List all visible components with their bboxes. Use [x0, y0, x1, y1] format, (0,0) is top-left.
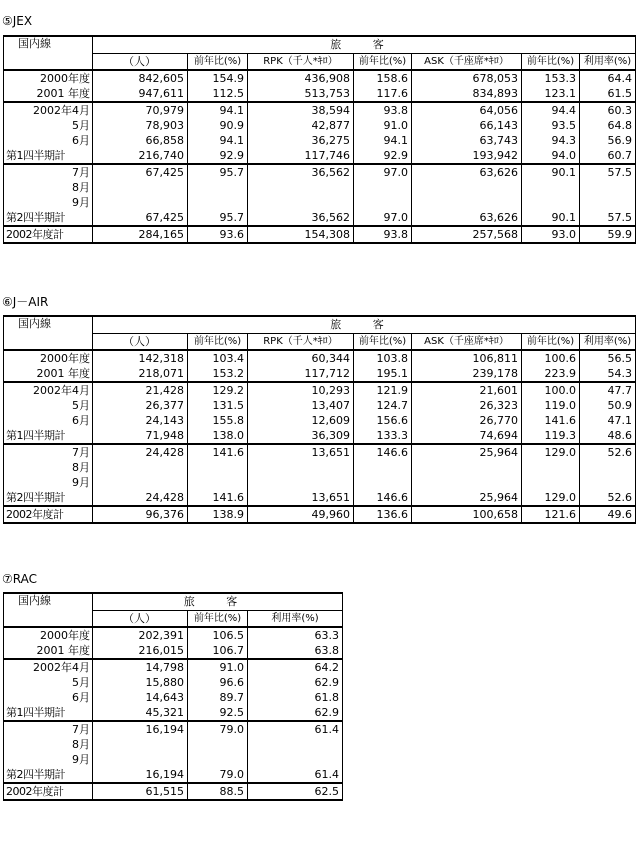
- table-cell: 36,562: [248, 210, 354, 226]
- table-row: [4, 382, 636, 398]
- table-cell: [188, 475, 248, 490]
- row-label: 2001 年度: [4, 86, 93, 102]
- table-cell: 119.0: [522, 398, 580, 413]
- table-cell: 24,143: [93, 413, 188, 428]
- table-cell: 91.0: [188, 659, 248, 675]
- table-cell: [522, 180, 580, 195]
- table-cell: 257,568: [412, 226, 522, 243]
- table-row: [4, 226, 636, 243]
- row-label: 2002年4月: [4, 659, 93, 675]
- column-header: （人）: [93, 54, 188, 71]
- table-row: [4, 705, 343, 721]
- table-row: [4, 366, 636, 382]
- table-cell: 74,694: [412, 428, 522, 444]
- row-label: 7月: [4, 444, 93, 460]
- table-cell: 216,015: [93, 643, 188, 659]
- table-cell: [354, 460, 412, 475]
- table-cell: 93.5: [522, 118, 580, 133]
- group-header: 旅 客: [93, 316, 636, 334]
- table-cell: [188, 737, 248, 752]
- table-cell: 62.9: [248, 705, 343, 721]
- row-label: 6月: [4, 133, 93, 148]
- table-row: [4, 70, 636, 86]
- table-row: [4, 398, 636, 413]
- table-cell: 61,515: [93, 783, 188, 800]
- table-cell: 60,344: [248, 350, 354, 366]
- column-header: 前年比(%): [522, 54, 580, 71]
- row-label: 2002年4月: [4, 102, 93, 118]
- table-cell: 138.9: [188, 506, 248, 523]
- row-label: 8月: [4, 460, 93, 475]
- table-cell: 21,601: [412, 382, 522, 398]
- table-cell: 21,428: [93, 382, 188, 398]
- table-cell: 119.3: [522, 428, 580, 444]
- row-label: 9月: [4, 475, 93, 490]
- table-cell: 93.6: [188, 226, 248, 243]
- table-cell: 678,053: [412, 70, 522, 86]
- table-cell: 61.4: [248, 767, 343, 783]
- table-cell: 94.3: [522, 133, 580, 148]
- table-cell: 513,753: [248, 86, 354, 102]
- table-cell: 63.3: [248, 627, 343, 643]
- table-cell: 103.4: [188, 350, 248, 366]
- table-cell: 131.5: [188, 398, 248, 413]
- table-cell: 24,428: [93, 444, 188, 460]
- table-cell: [93, 737, 188, 752]
- table-cell: [412, 180, 522, 195]
- table-cell: 95.7: [188, 164, 248, 180]
- table-cell: 129.2: [188, 382, 248, 398]
- table-cell: 117,712: [248, 366, 354, 382]
- table-cell: 90.1: [522, 210, 580, 226]
- table-cell: 124.7: [354, 398, 412, 413]
- table-cell: 64,056: [412, 102, 522, 118]
- table-row: [4, 210, 636, 226]
- table-cell: 141.6: [522, 413, 580, 428]
- table-cell: [248, 460, 354, 475]
- table-cell: 121.6: [522, 506, 580, 523]
- table-cell: 26,323: [412, 398, 522, 413]
- row-label: 第1四半期計: [4, 428, 93, 444]
- table-row: [4, 490, 636, 506]
- table-cell: 94.1: [188, 102, 248, 118]
- column-header: 前年比(%): [188, 54, 248, 71]
- table-cell: 141.6: [188, 490, 248, 506]
- column-header: ASK（千座席*ｷﾛ）: [412, 334, 522, 351]
- table-cell: 38,594: [248, 102, 354, 118]
- table-row: [4, 428, 636, 444]
- table-cell: [93, 475, 188, 490]
- table-cell: 49,960: [248, 506, 354, 523]
- row-label: 9月: [4, 195, 93, 210]
- table-cell: 834,893: [412, 86, 522, 102]
- table-cell: 14,798: [93, 659, 188, 675]
- column-header: （人）: [93, 334, 188, 351]
- table-cell: 94.0: [522, 148, 580, 164]
- table-cell: [580, 195, 636, 210]
- table-cell: 64.2: [248, 659, 343, 675]
- table-cell: 153.2: [188, 366, 248, 382]
- table-row: [4, 180, 636, 195]
- table-cell: 218,071: [93, 366, 188, 382]
- table-cell: 153.3: [522, 70, 580, 86]
- table-cell: [93, 752, 188, 767]
- table-row: [4, 102, 636, 118]
- row-label: 2000年度: [4, 350, 93, 366]
- table-cell: 60.7: [580, 148, 636, 164]
- table-row: [4, 118, 636, 133]
- table-cell: 66,858: [93, 133, 188, 148]
- table-cell: 89.7: [188, 690, 248, 705]
- table-cell: 93.0: [522, 226, 580, 243]
- table-cell: [412, 460, 522, 475]
- table-cell: 36,309: [248, 428, 354, 444]
- table-cell: [188, 180, 248, 195]
- jair-table: [3, 315, 636, 524]
- table-cell: 239,178: [412, 366, 522, 382]
- column-header: 利用率(%): [580, 54, 636, 71]
- table-cell: 133.3: [354, 428, 412, 444]
- table-cell: 155.8: [188, 413, 248, 428]
- table-cell: 106.7: [188, 643, 248, 659]
- table-cell: 142,318: [93, 350, 188, 366]
- table-cell: 216,740: [93, 148, 188, 164]
- table-cell: 112.5: [188, 86, 248, 102]
- table-row: [4, 413, 636, 428]
- table-cell: 61.8: [248, 690, 343, 705]
- column-header: 前年比(%): [354, 54, 412, 71]
- table-cell: 90.1: [522, 164, 580, 180]
- table-cell: 141.6: [188, 444, 248, 460]
- table-cell: 12,609: [248, 413, 354, 428]
- row-label: 2002年4月: [4, 382, 93, 398]
- table-cell: 67,425: [93, 164, 188, 180]
- table-cell: 63,743: [412, 133, 522, 148]
- table-cell: 100.0: [522, 382, 580, 398]
- table-cell: 14,643: [93, 690, 188, 705]
- column-header: RPK（千人*ｷﾛ）: [248, 54, 354, 71]
- table-cell: 42,877: [248, 118, 354, 133]
- group-header: 旅 客: [93, 36, 636, 54]
- table-cell: 45,321: [93, 705, 188, 721]
- table-cell: 93.8: [354, 102, 412, 118]
- table-cell: 63,626: [412, 164, 522, 180]
- table-cell: 154.9: [188, 70, 248, 86]
- table-cell: 78,903: [93, 118, 188, 133]
- table-cell: [248, 195, 354, 210]
- row-label: 5月: [4, 398, 93, 413]
- table-row: [4, 737, 343, 752]
- row-label: 8月: [4, 180, 93, 195]
- column-header: ASK（千座席*ｷﾛ）: [412, 54, 522, 71]
- table-cell: 16,194: [93, 721, 188, 737]
- rac-section-title: ⑦RAC: [2, 572, 37, 586]
- table-cell: [522, 460, 580, 475]
- table-cell: [248, 475, 354, 490]
- table-cell: 158.6: [354, 70, 412, 86]
- row-label: 第2四半期計: [4, 767, 93, 783]
- row-label: 7月: [4, 164, 93, 180]
- row-label: 第1四半期計: [4, 148, 93, 164]
- table-cell: 93.8: [354, 226, 412, 243]
- table-cell: [248, 737, 343, 752]
- table-cell: 15,880: [93, 675, 188, 690]
- row-label: 6月: [4, 413, 93, 428]
- table-row: [4, 659, 343, 675]
- table-cell: 36,562: [248, 164, 354, 180]
- table-row: [4, 506, 636, 523]
- row-label: 第1四半期計: [4, 705, 93, 721]
- table-cell: 146.6: [354, 490, 412, 506]
- table-cell: 123.1: [522, 86, 580, 102]
- column-header: 前年比(%): [354, 334, 412, 351]
- table-cell: [580, 460, 636, 475]
- jair-section-title: ⑥J－AIR: [2, 295, 49, 309]
- table-cell: 284,165: [93, 226, 188, 243]
- table-cell: [354, 180, 412, 195]
- row-label: 7月: [4, 721, 93, 737]
- table-row: [4, 783, 343, 800]
- table-row: [4, 721, 343, 737]
- row-header-label: 国内線: [4, 316, 93, 334]
- table-cell: 60.3: [580, 102, 636, 118]
- table-row: [4, 133, 636, 148]
- row-header-label: 国内線: [4, 593, 93, 611]
- table-cell: 117.6: [354, 86, 412, 102]
- column-header: 利用率(%): [580, 334, 636, 351]
- row-label: 第2四半期計: [4, 490, 93, 506]
- table-cell: 90.9: [188, 118, 248, 133]
- table-cell: [93, 195, 188, 210]
- table-cell: 16,194: [93, 767, 188, 783]
- table-cell: 25,964: [412, 444, 522, 460]
- table-cell: 62.5: [248, 783, 343, 800]
- table-cell: 57.5: [580, 210, 636, 226]
- table-cell: 94.1: [354, 133, 412, 148]
- rac-table: [3, 592, 343, 801]
- table-cell: 57.5: [580, 164, 636, 180]
- table-cell: 13,651: [248, 444, 354, 460]
- table-cell: 48.6: [580, 428, 636, 444]
- table-cell: 54.3: [580, 366, 636, 382]
- table-cell: 103.8: [354, 350, 412, 366]
- table-row: [4, 475, 636, 490]
- table-row: [4, 444, 636, 460]
- jex-table: [3, 35, 636, 244]
- row-label: 6月: [4, 690, 93, 705]
- table-cell: 436,908: [248, 70, 354, 86]
- table-cell: 947,611: [93, 86, 188, 102]
- table-row: [4, 164, 636, 180]
- row-label: 2002年度計: [4, 506, 93, 523]
- table-row: [4, 148, 636, 164]
- table-cell: 52.6: [580, 490, 636, 506]
- row-label: 5月: [4, 675, 93, 690]
- table-cell: 64.4: [580, 70, 636, 86]
- table-cell: 71,948: [93, 428, 188, 444]
- table-cell: 138.0: [188, 428, 248, 444]
- table-cell: 129.0: [522, 490, 580, 506]
- table-cell: 97.0: [354, 164, 412, 180]
- table-cell: 47.7: [580, 382, 636, 398]
- table-cell: 49.6: [580, 506, 636, 523]
- table-cell: 92.9: [188, 148, 248, 164]
- table-cell: 106.5: [188, 627, 248, 643]
- table-cell: 56.9: [580, 133, 636, 148]
- jex-section-title: ⑤JEX: [2, 14, 33, 28]
- table-cell: 95.7: [188, 210, 248, 226]
- table-cell: 63,626: [412, 210, 522, 226]
- table-cell: 13,651: [248, 490, 354, 506]
- row-header-spacer: [4, 334, 93, 351]
- table-cell: 100.6: [522, 350, 580, 366]
- table-cell: 36,275: [248, 133, 354, 148]
- table-row: [4, 675, 343, 690]
- table-row: [4, 627, 343, 643]
- row-label: 2001 年度: [4, 643, 93, 659]
- table-cell: [248, 752, 343, 767]
- table-cell: [522, 475, 580, 490]
- table-cell: 106,811: [412, 350, 522, 366]
- row-label: 第2四半期計: [4, 210, 93, 226]
- table-row: [4, 767, 343, 783]
- row-label: 2000年度: [4, 627, 93, 643]
- table-cell: 61.4: [248, 721, 343, 737]
- table-cell: 52.6: [580, 444, 636, 460]
- table-cell: [580, 180, 636, 195]
- table-row: [4, 752, 343, 767]
- column-header: （人）: [93, 611, 188, 628]
- table-cell: 88.5: [188, 783, 248, 800]
- table-cell: [188, 752, 248, 767]
- table-cell: 70,979: [93, 102, 188, 118]
- table-cell: [248, 180, 354, 195]
- table-cell: 47.1: [580, 413, 636, 428]
- table-cell: 64.8: [580, 118, 636, 133]
- table-cell: 136.6: [354, 506, 412, 523]
- table-cell: 129.0: [522, 444, 580, 460]
- table-cell: 842,605: [93, 70, 188, 86]
- row-label: 2000年度: [4, 70, 93, 86]
- table-cell: [354, 475, 412, 490]
- table-cell: 13,407: [248, 398, 354, 413]
- row-label: 2001 年度: [4, 366, 93, 382]
- table-cell: 79.0: [188, 721, 248, 737]
- table-row: [4, 460, 636, 475]
- table-cell: 193,942: [412, 148, 522, 164]
- group-header: 旅 客: [93, 593, 343, 611]
- table-cell: 202,391: [93, 627, 188, 643]
- column-header: 利用率(%): [248, 611, 343, 628]
- row-label: 9月: [4, 752, 93, 767]
- table-row: [4, 690, 343, 705]
- table-cell: [93, 460, 188, 475]
- table-cell: [580, 475, 636, 490]
- table-cell: 146.6: [354, 444, 412, 460]
- table-cell: 25,964: [412, 490, 522, 506]
- table-cell: 67,425: [93, 210, 188, 226]
- column-header: 前年比(%): [188, 334, 248, 351]
- table-cell: 96,376: [93, 506, 188, 523]
- row-header-spacer: [4, 54, 93, 71]
- table-cell: 121.9: [354, 382, 412, 398]
- table-cell: [522, 195, 580, 210]
- table-cell: [188, 460, 248, 475]
- table-cell: 92.5: [188, 705, 248, 721]
- table-cell: 79.0: [188, 767, 248, 783]
- table-cell: 24,428: [93, 490, 188, 506]
- table-cell: 26,770: [412, 413, 522, 428]
- table-cell: 10,293: [248, 382, 354, 398]
- table-cell: [93, 180, 188, 195]
- table-cell: 117,746: [248, 148, 354, 164]
- table-row: [4, 350, 636, 366]
- row-header-label: 国内線: [4, 36, 93, 54]
- table-cell: 94.4: [522, 102, 580, 118]
- table-cell: 94.1: [188, 133, 248, 148]
- column-header: 前年比(%): [188, 611, 248, 628]
- table-cell: 61.5: [580, 86, 636, 102]
- column-header: RPK（千人*ｷﾛ）: [248, 334, 354, 351]
- table-cell: [188, 195, 248, 210]
- table-cell: 195.1: [354, 366, 412, 382]
- table-cell: 100,658: [412, 506, 522, 523]
- table-cell: 59.9: [580, 226, 636, 243]
- table-row: [4, 643, 343, 659]
- table-cell: 62.9: [248, 675, 343, 690]
- table-cell: 154,308: [248, 226, 354, 243]
- table-cell: 91.0: [354, 118, 412, 133]
- table-cell: [354, 195, 412, 210]
- table-row: [4, 195, 636, 210]
- row-label: 8月: [4, 737, 93, 752]
- column-header: 前年比(%): [522, 334, 580, 351]
- table-cell: [412, 475, 522, 490]
- table-cell: 156.6: [354, 413, 412, 428]
- row-label: 5月: [4, 118, 93, 133]
- table-cell: 56.5: [580, 350, 636, 366]
- table-row: [4, 86, 636, 102]
- table-cell: 66,143: [412, 118, 522, 133]
- table-cell: 96.6: [188, 675, 248, 690]
- table-cell: 97.0: [354, 210, 412, 226]
- row-label: 2002年度計: [4, 783, 93, 800]
- row-label: 2002年度計: [4, 226, 93, 243]
- row-header-spacer: [4, 611, 93, 628]
- table-cell: 26,377: [93, 398, 188, 413]
- table-cell: 50.9: [580, 398, 636, 413]
- table-cell: 223.9: [522, 366, 580, 382]
- table-cell: [412, 195, 522, 210]
- table-cell: 92.9: [354, 148, 412, 164]
- table-cell: 63.8: [248, 643, 343, 659]
